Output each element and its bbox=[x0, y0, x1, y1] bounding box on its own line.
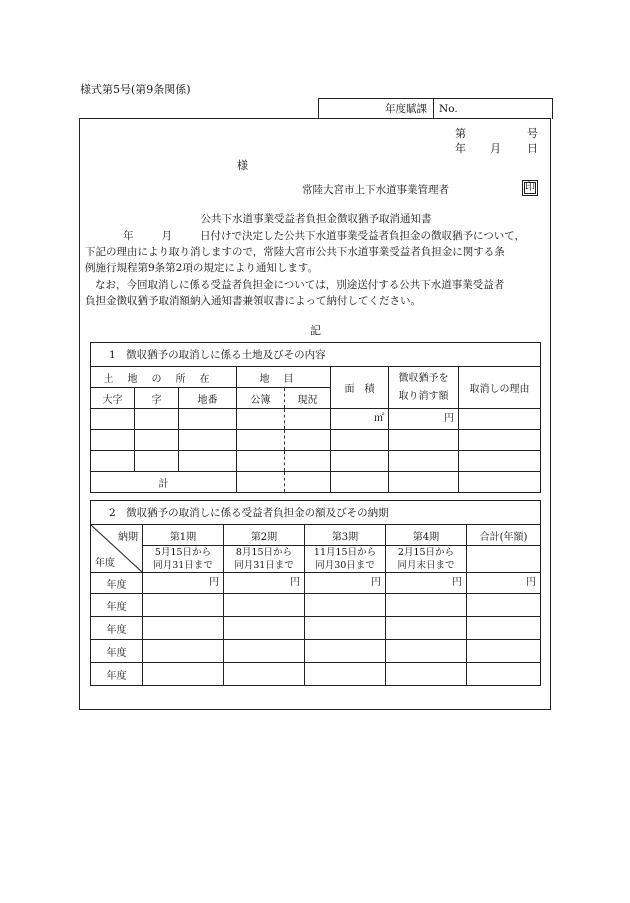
date-day: 日 bbox=[527, 142, 538, 155]
para1-month: 月 bbox=[161, 230, 172, 242]
period-1-from: 5月15日から bbox=[154, 547, 212, 558]
period-2-header: 第2期 bbox=[224, 525, 305, 546]
area-header: 面 積 bbox=[331, 367, 389, 409]
chiban-header: 地番 bbox=[179, 388, 237, 409]
period-3-range bbox=[305, 546, 386, 573]
number-suffix: 号 bbox=[527, 127, 538, 140]
para2-line2: 負担金徴収猶予取消額納入通知書兼領収書によって納付してください。 bbox=[85, 295, 421, 307]
fiscal-year-cell: 年度 bbox=[91, 594, 143, 617]
document-title: 公共下水道事業受益者負担金徴収猶予取消通知書 bbox=[200, 213, 432, 225]
para1-year: 年 bbox=[123, 230, 134, 242]
form-id: 様式第5号(第9条関係) bbox=[80, 83, 191, 96]
number-prefix: 第 bbox=[455, 127, 466, 140]
period-2-range bbox=[224, 546, 305, 573]
table-row bbox=[91, 573, 541, 594]
seal-stamp: 印 bbox=[522, 180, 538, 196]
para1-line3: 例施行規程第9条第2項の規定により通知します。 bbox=[85, 262, 319, 274]
fiscal-year-cell: 年度 bbox=[91, 573, 143, 594]
diag-bottom-label: 年度 bbox=[95, 558, 115, 569]
area-unit: ㎡ bbox=[331, 409, 389, 430]
table-row bbox=[91, 472, 541, 493]
table-row bbox=[91, 617, 541, 640]
section2-title: 2 徴収猶予の取消しに係る受益者負担金の額及びその納期 bbox=[91, 501, 541, 525]
fiscal-year-cell: 年度 bbox=[91, 640, 143, 663]
land-location-header: 土地の所在 bbox=[91, 367, 237, 388]
oaza-header: 大字 bbox=[91, 388, 135, 409]
annual-total-header: 合計(年額) bbox=[467, 525, 541, 546]
yen-unit: 円 bbox=[143, 573, 224, 594]
fiscal-year-label: 年度賦課 bbox=[319, 99, 434, 119]
period-4-header: 第4期 bbox=[386, 525, 467, 546]
yen-unit: 円 bbox=[467, 573, 541, 594]
diagonal-header bbox=[91, 525, 143, 573]
date-month: 月 bbox=[490, 142, 501, 155]
period-4-to: 同月末日まで bbox=[397, 560, 455, 571]
total-label: 計 bbox=[91, 472, 237, 493]
para1-line2: 下記の理由により取り消しますので，常陸大宮市公共下水道事業受益者負担金に関する条 bbox=[85, 246, 505, 258]
period-1-header: 第1期 bbox=[143, 525, 224, 546]
table-row bbox=[91, 409, 541, 430]
section1-title: 1 徴収猶予の取消しに係る土地及びその内容 bbox=[91, 343, 541, 367]
period-3-to: 同月30日まで bbox=[315, 560, 375, 571]
kobo-header: 公簿 bbox=[237, 388, 285, 409]
para2-line1: なお，今回取消しに係る受益者負担金については，別途送付する公共下水道事業受益者 bbox=[95, 279, 505, 291]
fiscal-year-cell: 年度 bbox=[91, 617, 143, 640]
table-row bbox=[91, 663, 541, 686]
period-3-from: 11月15日から bbox=[313, 547, 377, 558]
table-row bbox=[91, 640, 541, 663]
diag-top-label: 納期 bbox=[118, 532, 138, 543]
period-1-to: 同月31日まで bbox=[153, 560, 213, 571]
body-paragraph-1 bbox=[85, 228, 547, 276]
aza-header: 字 bbox=[135, 388, 179, 409]
cancel-reason-header: 取消しの理由 bbox=[459, 367, 541, 409]
cancel-amount-header-line1: 徴収猶予を bbox=[398, 372, 449, 384]
issuer-name: 常陸大宮市上下水道事業管理者 bbox=[302, 184, 449, 196]
table-row bbox=[91, 430, 541, 451]
yen-unit: 円 bbox=[224, 573, 305, 594]
date-year: 年 bbox=[455, 142, 466, 155]
period-4-range bbox=[386, 546, 467, 573]
fiscal-year-cell: 年度 bbox=[91, 663, 143, 686]
body-paragraph-2 bbox=[85, 277, 547, 309]
cancel-amount-header-line2: 取り消す額 bbox=[398, 390, 449, 402]
land-table bbox=[90, 342, 541, 493]
genkyo-header: 現況 bbox=[285, 388, 331, 409]
recipient-suffix: 様 bbox=[237, 159, 248, 172]
cancel-amount-header bbox=[389, 367, 459, 409]
table-row bbox=[91, 594, 541, 617]
period-2-from: 8月15日から bbox=[235, 547, 293, 558]
para1-rest: 日付けで決定した公共下水道事業受益者負担金の徴収猶予について， bbox=[200, 230, 526, 242]
payment-table bbox=[90, 500, 541, 686]
period-4-from: 2月15日から bbox=[397, 547, 455, 558]
number-label: No. bbox=[439, 103, 458, 115]
yen-unit: 円 bbox=[386, 573, 467, 594]
period-2-to: 同月31日まで bbox=[234, 560, 294, 571]
period-3-header: 第3期 bbox=[305, 525, 386, 546]
ki-marker: 記 bbox=[310, 324, 321, 337]
table-row bbox=[91, 451, 541, 472]
land-category-header: 地目 bbox=[237, 367, 331, 388]
fiscal-year-box bbox=[318, 98, 553, 119]
yen-unit: 円 bbox=[305, 573, 386, 594]
amount-unit: 円 bbox=[389, 409, 459, 430]
period-1-range bbox=[143, 546, 224, 573]
